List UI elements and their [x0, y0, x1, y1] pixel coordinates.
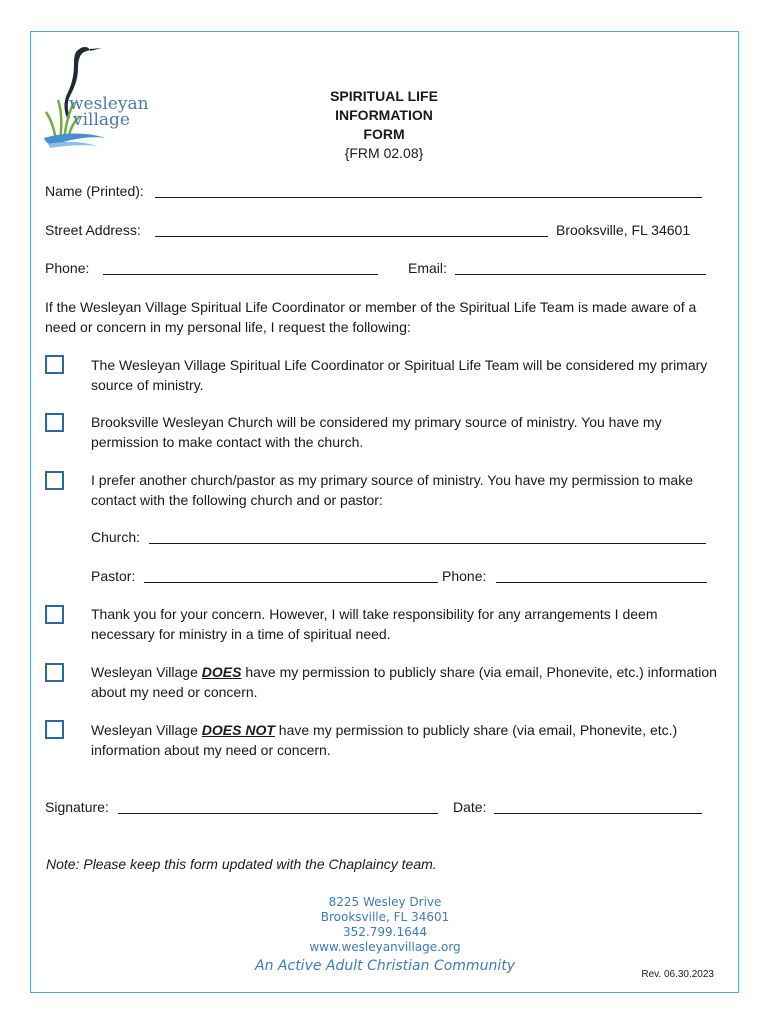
- email-field[interactable]: [455, 274, 706, 275]
- option-4-checkbox[interactable]: [45, 605, 64, 624]
- pastor-phone-label: Phone:: [442, 568, 487, 584]
- footer-tagline: An Active Adult Christian Community: [255, 958, 515, 974]
- footer-phone: 352.799.1644: [343, 925, 427, 939]
- revision-date: Rev. 06.30.2023: [641, 969, 714, 980]
- phone-field[interactable]: [103, 274, 378, 275]
- title-line-2: INFORMATION: [335, 107, 433, 123]
- email-label: Email:: [408, 260, 447, 276]
- title-line-1: SPIRITUAL LIFE: [330, 88, 438, 104]
- logo-line-1: wesleyan: [69, 94, 149, 114]
- footer-address-1: 8225 Wesley Drive: [328, 895, 442, 909]
- option-6-prefix: Wesleyan Village: [91, 722, 202, 738]
- footer-address-2: Brooksville, FL 34601: [320, 910, 450, 924]
- logo-wordmark: [69, 96, 149, 128]
- date-field[interactable]: [494, 813, 702, 814]
- option-1-checkbox[interactable]: [45, 355, 64, 374]
- phone-label: Phone:: [45, 260, 90, 276]
- option-5-emphasis: DOES: [201, 664, 242, 680]
- intro-paragraph: If the Wesleyan Village Spiritual Life Coordinator or member of the Spiritual Life Team is made aware of a need or concern in my personal life, I request the following:: [45, 299, 697, 335]
- logo-line-2: village: [73, 110, 130, 130]
- form-title: [284, 87, 484, 163]
- name-field[interactable]: [155, 197, 702, 198]
- option-6-suffix: have my permission to publicly share (via email, Phonevite, etc.) information about my need or concern.: [91, 722, 678, 758]
- option-1-text: The Wesleyan Village Spiritual Life Coordinator or Spiritual Life Team will be considered my primary source of ministry.: [91, 357, 708, 393]
- page-frame: [30, 31, 739, 993]
- church-field[interactable]: [149, 543, 706, 544]
- church-label: Church:: [91, 529, 141, 545]
- title-line-3: FORM: [363, 126, 405, 142]
- pastor-label: Pastor:: [91, 568, 136, 584]
- option-5-checkbox[interactable]: [45, 663, 64, 682]
- city-state-zip: Brooksville, FL 34601: [556, 222, 691, 238]
- signature-field[interactable]: [118, 813, 438, 814]
- street-label: Street Address:: [45, 222, 141, 238]
- option-5-text: [91, 662, 721, 702]
- option-2-checkbox[interactable]: [45, 413, 64, 432]
- date-label: Date:: [453, 799, 487, 815]
- name-label: Name (Printed):: [45, 183, 144, 199]
- option-3-text: I prefer another church/pastor as my primary source of ministry. You have my permission to make contact with the following church and or pastor:: [91, 472, 693, 508]
- note-text: Note: Please keep this form updated with the Chaplaincy team.: [46, 856, 437, 872]
- footer-contact: [235, 895, 535, 976]
- pastor-field[interactable]: [144, 582, 438, 583]
- form-code: {FRM 02.08}: [344, 145, 424, 161]
- option-6-text: [91, 720, 721, 760]
- pastor-phone-field[interactable]: [496, 582, 707, 583]
- option-5-suffix: have my permission to publicly share (via email, Phonevite, etc.) information about my need or concern.: [91, 664, 717, 700]
- option-4-text: Thank you for your concern. However, I will take responsibility for any arrangements I deem necessary for ministry in a time of spiritual need.: [91, 606, 658, 642]
- option-3-checkbox[interactable]: [45, 471, 64, 490]
- option-6-emphasis: DOES NOT: [201, 722, 275, 738]
- option-2-text: Brooksville Wesleyan Church will be considered my primary source of ministry. You have my permission to make contact with the church.: [91, 414, 662, 450]
- option-6-checkbox[interactable]: [45, 720, 64, 739]
- signature-label: Signature:: [45, 799, 109, 815]
- street-field[interactable]: [155, 236, 548, 237]
- footer-website: www.wesleyanvillage.org: [309, 940, 461, 954]
- option-5-prefix: Wesleyan Village: [91, 664, 202, 680]
